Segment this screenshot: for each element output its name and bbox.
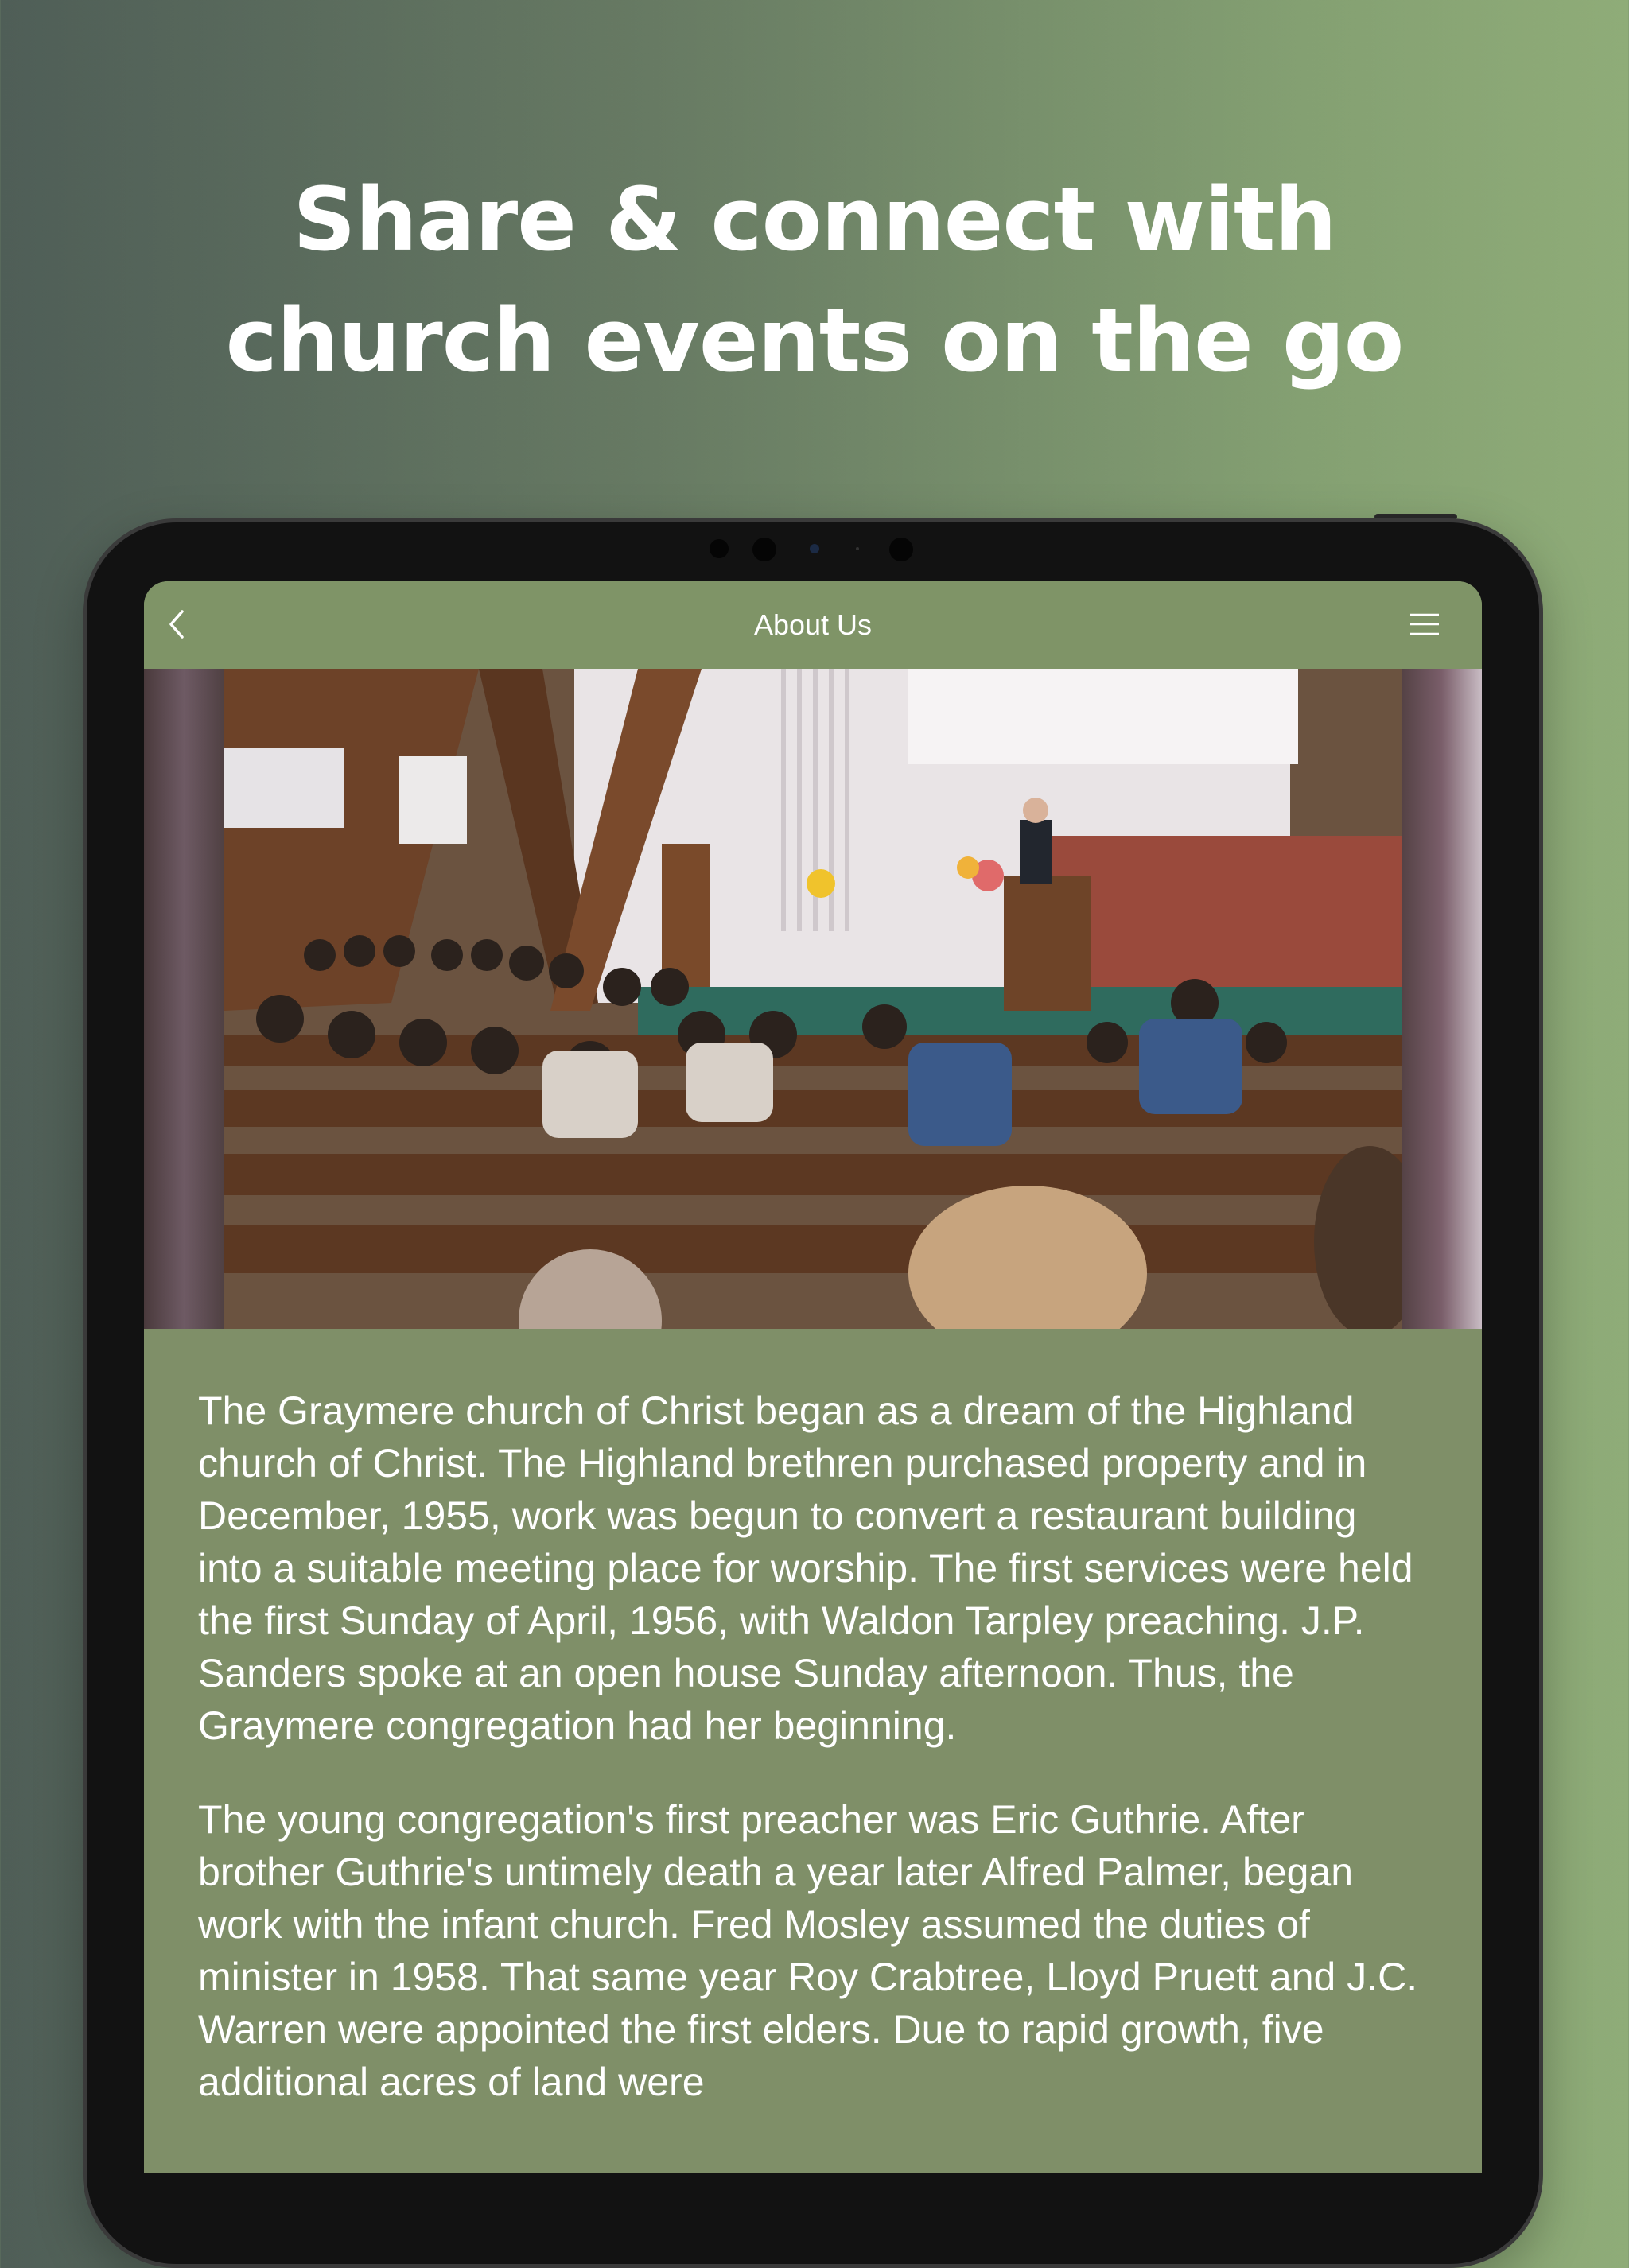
church-sanctuary-photo	[224, 669, 1402, 1329]
headline-line-2: church events on the go	[225, 289, 1404, 391]
app-screen	[144, 581, 1482, 2173]
about-paragraph-2: The young congregation's first preacher was Eric Guthrie. After brother Guthrie's untimely death a year later Alfred Palmer, began work with the infant church. Fred Mosley assumed the duties of minister in 1958. That same year Roy Crabtree, Lloyd Pruett and J.C. Warren were appointed the first elders. Due to rapid growth, five additional acres of land were	[198, 1797, 1418, 2104]
camera-lens	[752, 538, 776, 561]
camera-array	[698, 534, 937, 563]
app-bar	[144, 581, 1482, 669]
page-title: About Us	[753, 608, 873, 641]
hamburger-menu-icon[interactable]	[1409, 610, 1440, 639]
sensor-dot-small	[856, 547, 859, 550]
hero-image-container	[144, 669, 1482, 1329]
headline-line-1: Share & connect with	[293, 169, 1336, 270]
about-text	[198, 1384, 1431, 2150]
about-paragraph-1: The Graymere church of Christ began as a dream of the Highland church of Christ. The Highland brethren purchased property and in December, 1955, work was begun to convert a restaurant building into a suitable meeting place for worship. The first services were held the first Sunday of April, 1956, with Waldon Tarpley preaching. J.P. Sanders spoke at an open house Sunday afternoon. Thus, the Graymere congregation had her beginning.	[198, 1388, 1413, 1748]
headline	[0, 159, 1629, 401]
camera-lens-small	[810, 544, 819, 553]
sensor-dot	[710, 539, 729, 558]
sanctuary-illustration	[224, 669, 1402, 1329]
camera-lens-right	[889, 538, 913, 561]
